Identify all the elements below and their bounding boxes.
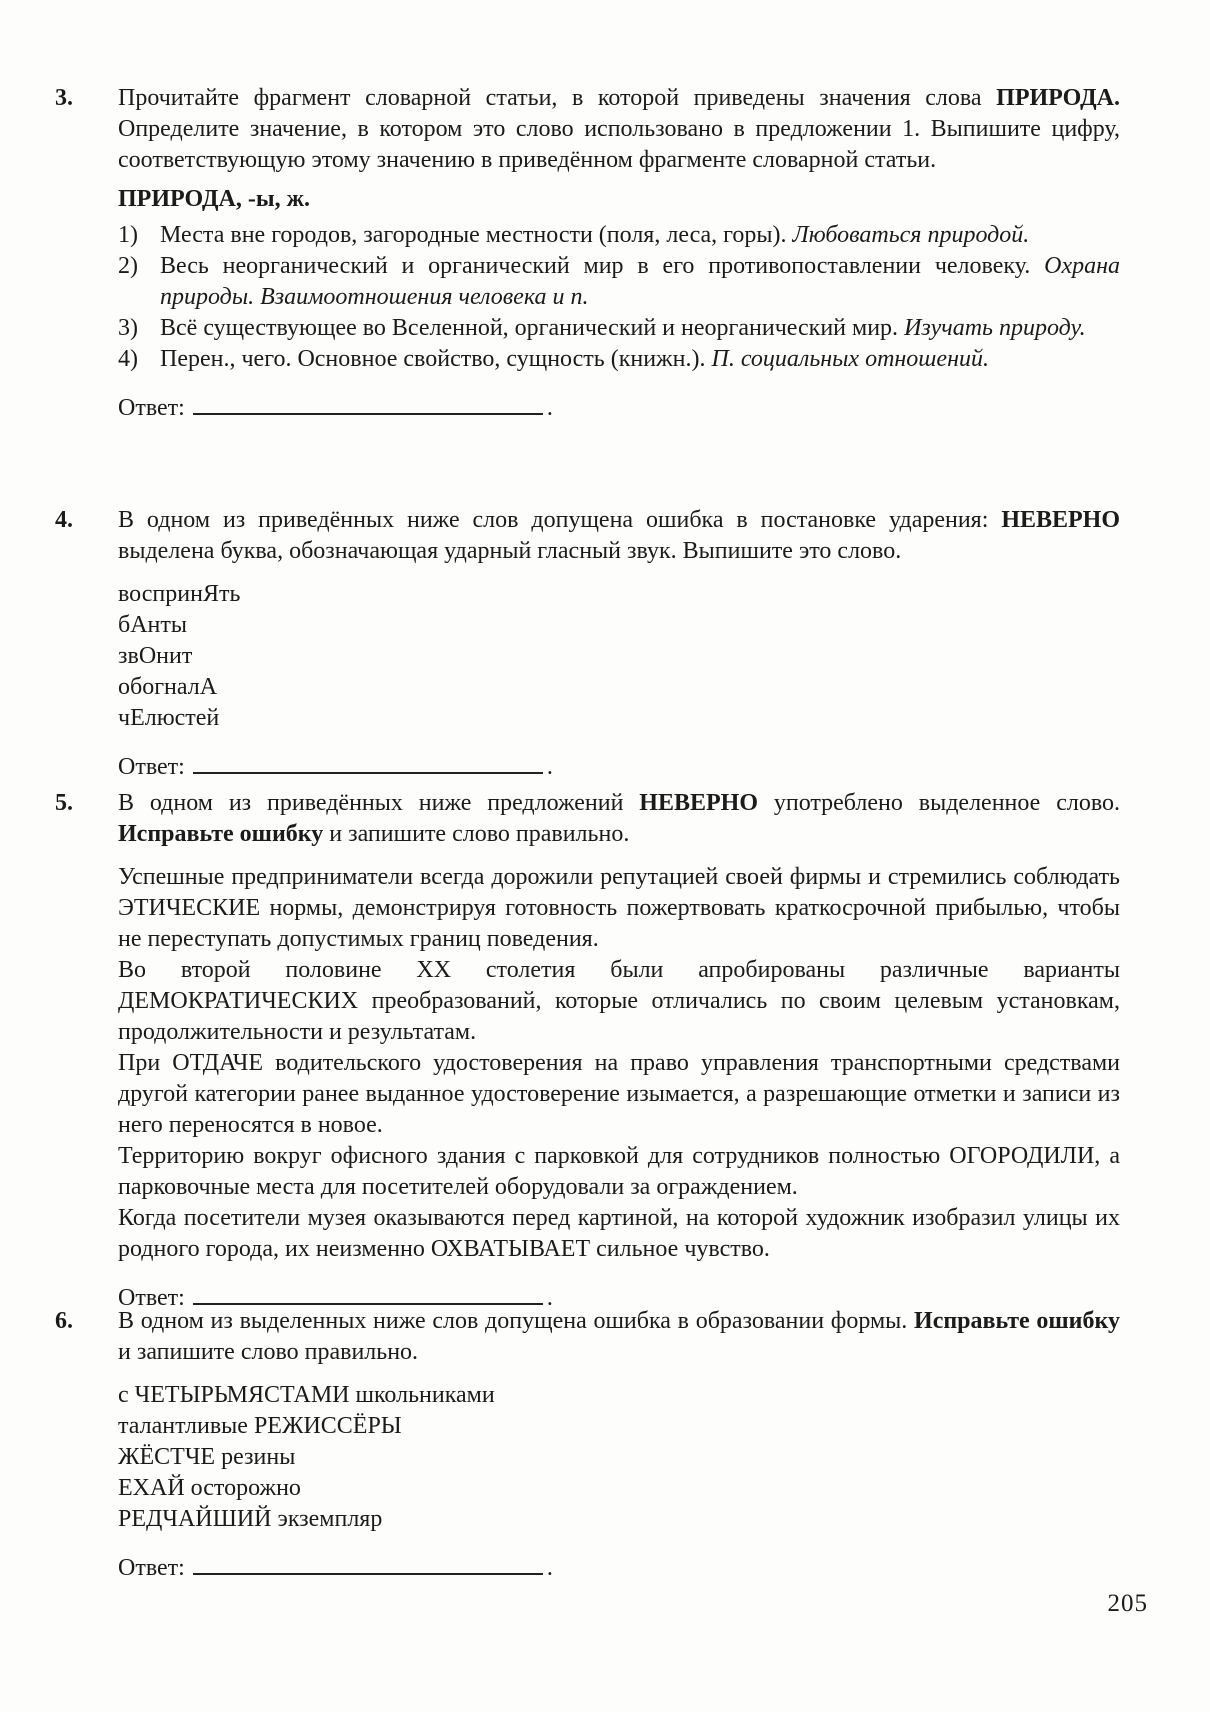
sense-item [118, 220, 1120, 251]
question-intro [118, 1306, 1120, 1368]
text-segment: Изучать природу. [904, 315, 1086, 341]
option-word: звОнит [118, 643, 193, 669]
answer-blank-line [193, 1279, 543, 1305]
question-5 [55, 788, 1120, 1313]
text-segment: Охрана природы. Взаимоотношения человека и п. [160, 253, 1120, 310]
question-intro [118, 505, 1120, 567]
sense-text [160, 251, 1120, 313]
sense-item [118, 251, 1120, 313]
option-word: ЖЁСТЧЕ резины [118, 1444, 296, 1470]
answer-row [118, 748, 1120, 782]
text-segment: Определите значение, в котором это слово использовано в предложении 1. Выпишите цифру, соответствующую этому значению в приведённом фрагменте словарной статьи. [118, 116, 1120, 173]
answer-blank-line [193, 389, 543, 415]
question-number: 4. [55, 507, 73, 533]
sentence-list [118, 862, 1120, 1265]
question-4 [55, 505, 1120, 782]
sense-item [118, 344, 1120, 375]
sense-number: 3) [118, 315, 138, 341]
dictionary-senses [118, 220, 1120, 375]
sense-text [160, 220, 1120, 251]
page-number: 205 [1107, 1590, 1148, 1617]
text-segment: употреблено выделенное слово. [757, 790, 1120, 816]
answer-label: Ответ: [118, 1285, 185, 1311]
sense-number: 4) [118, 346, 138, 372]
sense-text [160, 344, 1120, 375]
sense-item [118, 313, 1120, 344]
option-word: обогналА [118, 674, 218, 700]
option-word: ЕХАЙ осторожно [118, 1475, 301, 1501]
answer-label: Ответ: [118, 1555, 185, 1581]
question-body [118, 83, 1120, 423]
option-word: воспринЯть [118, 581, 241, 607]
answer-period: . [546, 1285, 553, 1311]
question-body [118, 505, 1120, 782]
answer-period: . [546, 395, 553, 421]
sense-number: 1) [118, 222, 138, 248]
text-segment: НЕВЕРНО [639, 790, 758, 816]
answer-row [118, 389, 1120, 423]
text-segment: и запишите слово правильно. [323, 821, 630, 847]
option-word: с ЧЕТЫРЬМЯСТАМИ школьниками [118, 1382, 495, 1408]
word-options [118, 579, 1120, 734]
option-word: бАнты [118, 612, 187, 638]
question-6 [55, 1306, 1120, 1583]
question-number: 3. [55, 85, 73, 111]
question-body [118, 788, 1120, 1313]
text-segment: Всё существующее во Вселенной, органический и неорганический мир. [160, 315, 905, 341]
question-intro [118, 788, 1120, 850]
text-segment: В одном из выделенных ниже слов допущена ошибка в образовании формы. [118, 1308, 915, 1334]
text-segment: Прочитайте фрагмент словарной статьи, в которой приведены значения слова [118, 85, 997, 111]
text-segment: В одном из приведённых ниже слов допущена ошибка в постановке ударения: [118, 507, 1002, 533]
text-segment: Исправьте ошибку [914, 1308, 1120, 1334]
text-segment: Места вне городов, загородные местности (поля, леса, горы). [160, 222, 793, 248]
text-segment: П. социальных отношений. [711, 346, 989, 372]
answer-label: Ответ: [118, 395, 185, 421]
text-segment: выделена буква, обозначающая ударный гласный звук. Выпишите это слово. [118, 538, 902, 564]
sentence: Территорию вокруг офисного здания с парковкой для сотрудников полностью ОГОРОДИЛИ, а парковочные места для посетителей оборудовали за ограждением. [118, 1143, 1120, 1200]
sense-text [160, 313, 1120, 344]
text-segment: Весь неорганический и органический мир в его противопоставлении человеку. [160, 253, 1045, 279]
text-segment: ПРИРОДА. [996, 85, 1120, 111]
sentence: Когда посетители музея оказываются перед картиной, на которой художник изобразил улицы их родного города, их неизменно ОХВАТЫВАЕТ сильное чувство. [118, 1205, 1120, 1262]
question-number: 6. [55, 1308, 73, 1334]
question-number: 5. [55, 790, 73, 816]
dictionary-headword: ПРИРОДА, -ы, ж. [118, 186, 310, 212]
sentence: Во второй половине XX столетия были апробированы различные варианты ДЕМОКРАТИЧЕСКИХ преобразований, которые отличались по своим целевым установкам, продолжительности и результатам. [118, 957, 1120, 1045]
answer-blank-line [193, 748, 543, 774]
text-segment: Любоваться природой. [792, 222, 1030, 248]
question-3 [55, 83, 1120, 423]
question-body [118, 1306, 1120, 1583]
answer-period: . [546, 754, 553, 780]
sentence: При ОТДАЧЕ водительского удостоверения на право управления транспортными средствами другой категории ранее выданное удостоверение изымается, а разрешающие отметки и записи из него переносятся в новое. [118, 1050, 1120, 1138]
option-word: чЕлюстей [118, 705, 220, 731]
question-intro [118, 83, 1120, 176]
text-segment: В одном из приведённых ниже предложений [118, 790, 640, 816]
text-segment: Перен., чего. Основное свойство, сущность (книжн.). [160, 346, 712, 372]
text-segment: Исправьте ошибку [118, 821, 324, 847]
sense-number: 2) [118, 253, 138, 279]
word-options [118, 1380, 1120, 1535]
option-word: талантливые РЕЖИССЁРЫ [118, 1413, 402, 1439]
answer-row [118, 1549, 1120, 1583]
answer-label: Ответ: [118, 754, 185, 780]
answer-period: . [546, 1555, 553, 1581]
answer-blank-line [193, 1549, 543, 1575]
option-word: РЕДЧАЙШИЙ экземпляр [118, 1506, 383, 1532]
text-segment: и запишите слово правильно. [118, 1339, 419, 1365]
text-segment: НЕВЕРНО [1001, 507, 1120, 533]
sentence: Успешные предприниматели всегда дорожили репутацией своей фирмы и стремились соблюдать ЭТИЧЕСКИЕ нормы, демонстрируя готовность пожертвовать краткосрочной прибылью, чтобы не переступать допустимых границ поведения. [118, 864, 1120, 952]
